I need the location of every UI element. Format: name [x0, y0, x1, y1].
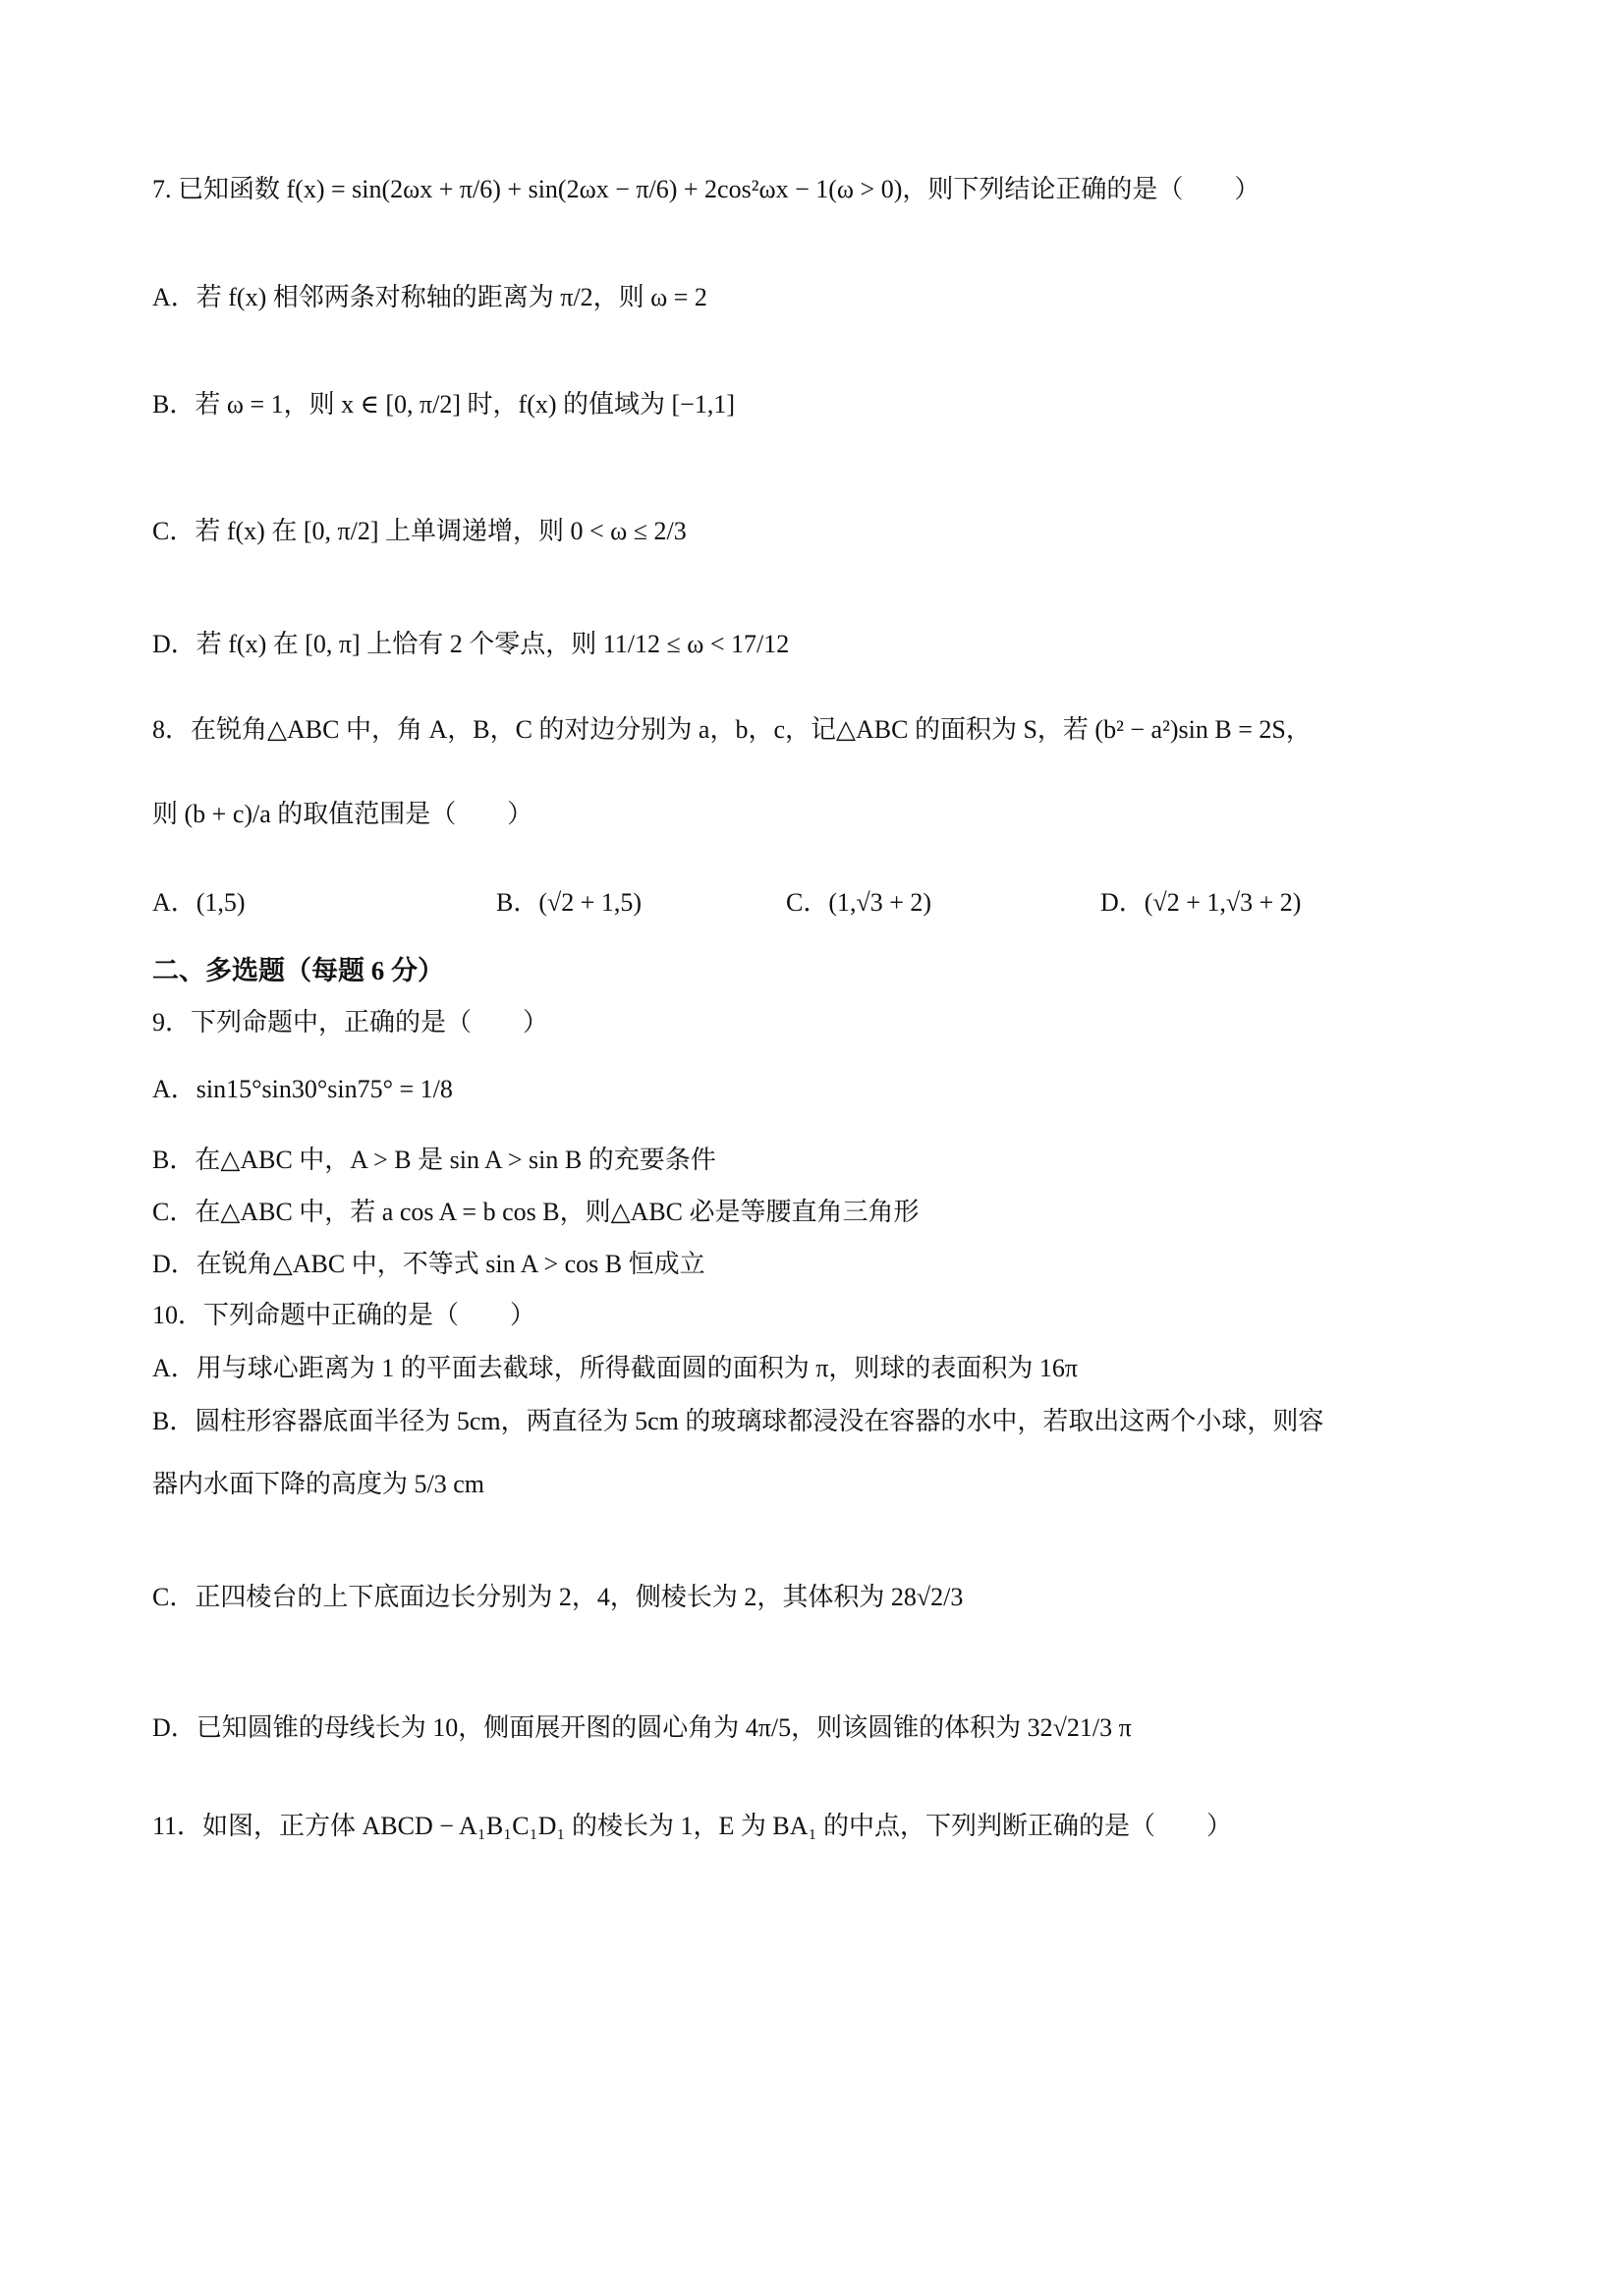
q7-option-d: D．若 f(x) 在 [0, π] 上恰有 2 个零点，则 11/12 ≤ ω < 17/12 — [152, 630, 790, 658]
q9-option-a: A．sin15°sin30°sin75° = 1/8 — [152, 1075, 453, 1103]
q11-stem: 11．如图，正方体 ABCD − A₁B₁C₁D₁ 的棱长为 1，E 为 BA₁ 的中点，下列判断正确的是（ ） — [152, 1812, 1233, 1840]
q7-option-a: A．若 f(x) 相邻两条对称轴的距离为 π/2，则 ω = 2 — [152, 283, 707, 311]
q8-stem-line1: 8．在锐角△ABC 中，角 A，B，C 的对边分别为 a，b，c，记△ABC 的面积为 S，若 (b² − a²)sin B = 2S， — [152, 715, 1312, 744]
q9-option-d: D．在锐角△ABC 中，不等式 sin A > cos B 恒成立 — [152, 1250, 705, 1278]
q7-option-c: C．若 f(x) 在 [0, π/2] 上单调递增，则 0 < ω ≤ 2/3 — [152, 517, 687, 545]
q7-option-b: B．若 ω = 1，则 x ∈ [0, π/2] 时，f(x) 的值域为 [−1,1] — [152, 390, 735, 419]
q8-option-a: A．(1,5) — [152, 888, 246, 917]
q8-stem-line2: 则 (b + c)/a 的取值范围是（ ） — [152, 800, 533, 828]
section-2-heading: 二、多选题（每题 6 分） — [152, 956, 444, 985]
q10-option-c: C．正四棱台的上下底面边长分别为 2，4，侧棱长为 2，其体积为 28√2/3 — [152, 1583, 964, 1611]
q10-option-b-line1: B．圆柱形容器底面半径为 5cm，两直径为 5cm 的玻璃球都浸没在容器的水中，若取出这两个小球，则容 — [152, 1407, 1324, 1435]
q8-option-b: B．(√2 + 1,5) — [496, 888, 643, 917]
q7-stem: 7. 已知函数 f(x) = sin(2ωx + π/6) + sin(2ωx − π/6) + 2cos²ωx − 1(ω > 0)，则下列结论正确的是（ ） — [152, 175, 1260, 203]
q10-option-d: D．已知圆锥的母线长为 10，侧面展开图的圆心角为 4π/5，则该圆锥的体积为 32√21/3 π — [152, 1713, 1132, 1742]
q10-option-a: A．用与球心距离为 1 的平面去截球，所得截面圆的面积为 π，则球的表面积为 16π — [152, 1354, 1079, 1382]
q8-option-c: C．(1,√3 + 2) — [786, 888, 932, 917]
q9-option-c: C．在△ABC 中，若 a cos A = b cos B，则△ABC 必是等腰直角三角形 — [152, 1198, 920, 1226]
q10-option-b-line2: 器内水面下降的高度为 5/3 cm — [152, 1470, 484, 1498]
q9-stem: 9．下列命题中，正确的是（ ） — [152, 1008, 549, 1036]
q9-option-b: B．在△ABC 中，A > B 是 sin A > sin B 的充要条件 — [152, 1146, 716, 1174]
q10-stem: 10．下列命题中正确的是（ ） — [152, 1301, 536, 1329]
q8-option-d: D．(√2 + 1,√3 + 2) — [1100, 888, 1302, 917]
